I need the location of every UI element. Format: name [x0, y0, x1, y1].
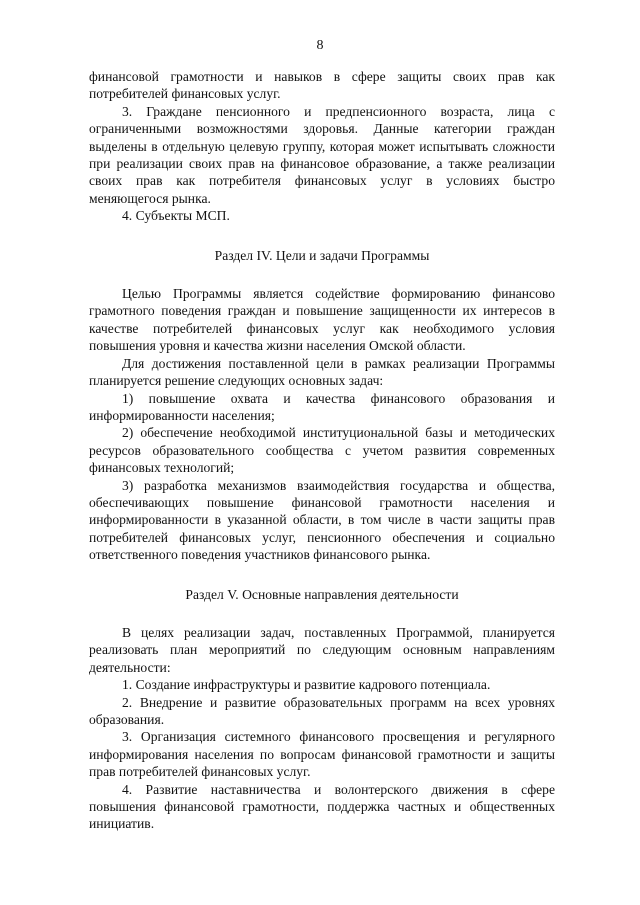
paragraph-continuation: финансовой грамотности и навыков в сфере защиты своих прав как потребителей финансовых услуг.	[89, 69, 555, 102]
section-4-task-1: 1) повышение охвата и качества финансового образования и информированности населения;	[89, 390, 555, 423]
document-body	[89, 68, 555, 833]
page-number: 8	[316, 38, 324, 53]
section-4-task-2: 2) обеспечение необходимой институциональной базы и методических ресурсов образовательного сообщества с учетом развития современных финансовых технологий;	[89, 425, 555, 476]
section-4-paragraph-tasks-intro: Для достижения поставленной цели в рамках реализации Программы планируется решение следующих основных задач:	[89, 355, 555, 389]
section-4-task-3: 3) разработка механизмов взаимодействия государства и общества, обеспечивающих повышение финансовой грамотности населения и информированности в указанной области, в том числе в части защиты прав потребителей финансовых услуг, пенсионного обеспечения и социально ответственного поведения участников финансового рынка.	[89, 477, 555, 563]
section-5-direction-3: 3. Организация системного финансового просвещения и регулярного информирования населения по вопросам финансовой грамотности и защиты прав потребителей финансовых услуг.	[89, 729, 555, 780]
section-5-direction-1: 1. Создание инфраструктуры и развитие кадрового потенциала.	[122, 677, 491, 693]
section-5-direction-2: 2. Внедрение и развитие образовательных программ на всех уровнях образования.	[89, 694, 555, 727]
paragraph-target-group-4: 4. Субъекты МСП.	[122, 208, 230, 224]
section-4-paragraph-goal: Целью Программы является содействие формированию финансово грамотного поведения граждан и повышение защищенности их интересов в качестве потребителей финансовых услуг как необходимого условия повышения уровня и качества жизни населения Омской области.	[89, 286, 555, 354]
section-5-direction-4: 4. Развитие наставничества и волонтерского движения в сфере повышения финансовой грамотности, поддержка частных и общественных инициатив.	[89, 781, 555, 832]
paragraph-target-group-3: 3. Граждане пенсионного и предпенсионного возраста, лица с ограниченными возможностями здоровья. Данные категории граждан выделены в отдельную целевую группу, которая может испытывать сложности при реализации своих прав на финансовое образование, а также реализации своих прав как потребителя финансовых услуг в условиях быстро меняющегося рынка.	[89, 103, 555, 206]
section-5-heading: Раздел V. Основные направления деятельности	[185, 586, 459, 602]
section-4-heading: Раздел IV. Цели и задачи Программы	[214, 247, 430, 263]
section-5-paragraph-intro: В целях реализации задач, поставленных Программой, планируется реализовать план мероприятий по следующим основным направлениям деятельности:	[89, 624, 555, 675]
